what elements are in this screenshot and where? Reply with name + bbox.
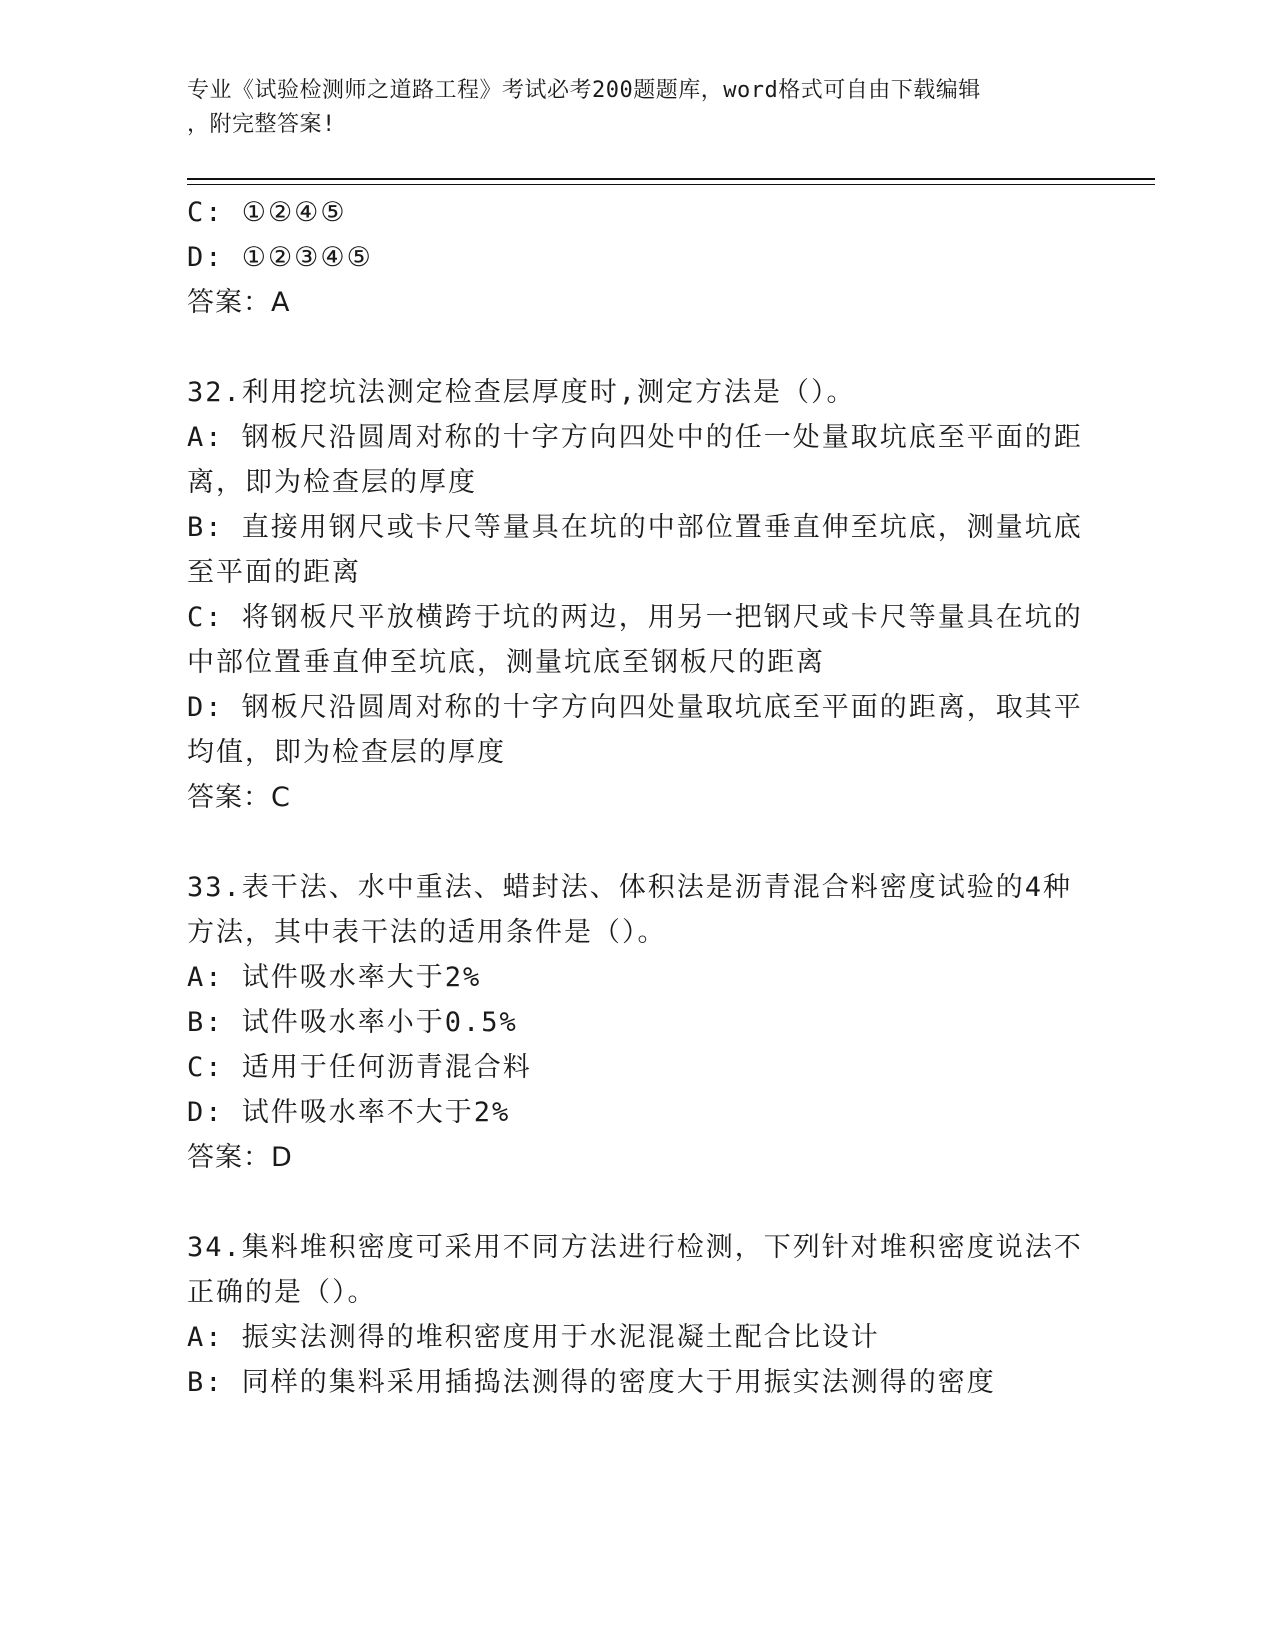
q32-stem: 32.利用挖坑法测定检查层厚度时,测定方法是（）。 bbox=[187, 377, 856, 408]
q33-option-d: D: 试件吸水率不大于2% bbox=[187, 1097, 511, 1128]
q34-option-b: B: 同样的集料采用插捣法测得的密度大于用振实法测得的密度 bbox=[187, 1367, 996, 1398]
q32-option-c-cont: 中部位置垂直伸至坑底，测量坑底至钢板尺的距离 bbox=[187, 647, 825, 678]
header-title-line2: ，附完整答案! bbox=[187, 112, 336, 137]
q32-option-a: A: 钢板尺沿圆周对称的十字方向四处中的任一处量取坑底至平面的距 bbox=[187, 422, 1083, 453]
q32-option-d-cont: 均值，即为检查层的厚度 bbox=[187, 737, 506, 768]
spacer bbox=[187, 325, 1087, 370]
q33-option-c: C: 适用于任何沥青混合料 bbox=[187, 1052, 532, 1083]
header-title-line1: 专业《试验检测师之道路工程》考试必考200题题库，word格式可自由下载编辑 bbox=[187, 78, 981, 103]
q33-option-b: B: 试件吸水率小于0.5% bbox=[187, 1007, 518, 1038]
q33-answer: 答案：D bbox=[187, 1142, 293, 1173]
q34-option-a: A: 振实法测得的堆积密度用于水泥混凝土配合比设计 bbox=[187, 1322, 880, 1353]
header-divider bbox=[187, 178, 1155, 185]
page-header bbox=[187, 74, 1087, 142]
prev-option-d: D: ①②③④⑤ bbox=[187, 242, 373, 273]
q33-stem: 33.表干法、水中重法、蜡封法、体积法是沥青混合料密度试验的4种 bbox=[187, 872, 1073, 903]
q32-option-a-cont: 离，即为检查层的厚度 bbox=[187, 467, 477, 498]
q32-option-b-cont: 至平面的距离 bbox=[187, 557, 361, 588]
q34-stem-cont: 正确的是（）。 bbox=[187, 1277, 377, 1308]
q33-stem-cont: 方法，其中表干法的适用条件是（）。 bbox=[187, 917, 667, 948]
prev-answer: 答案：A bbox=[187, 287, 291, 318]
prev-option-c: C: ①②④⑤ bbox=[187, 197, 347, 228]
q32-answer: 答案：C bbox=[187, 782, 291, 813]
spacer bbox=[187, 820, 1087, 865]
q34-stem: 34.集料堆积密度可采用不同方法进行检测，下列针对堆积密度说法不 bbox=[187, 1232, 1083, 1263]
q32-option-d: D: 钢板尺沿圆周对称的十字方向四处量取坑底至平面的距离，取其平 bbox=[187, 692, 1083, 723]
q33-option-a: A: 试件吸水率大于2% bbox=[187, 962, 482, 993]
q32-option-c: C: 将钢板尺平放横跨于坑的两边，用另一把钢尺或卡尺等量具在坑的 bbox=[187, 602, 1083, 633]
q32-option-b: B: 直接用钢尺或卡尺等量具在坑的中部位置垂直伸至坑底，测量坑底 bbox=[187, 512, 1083, 543]
question-content bbox=[187, 190, 1087, 1405]
spacer bbox=[187, 1180, 1087, 1225]
